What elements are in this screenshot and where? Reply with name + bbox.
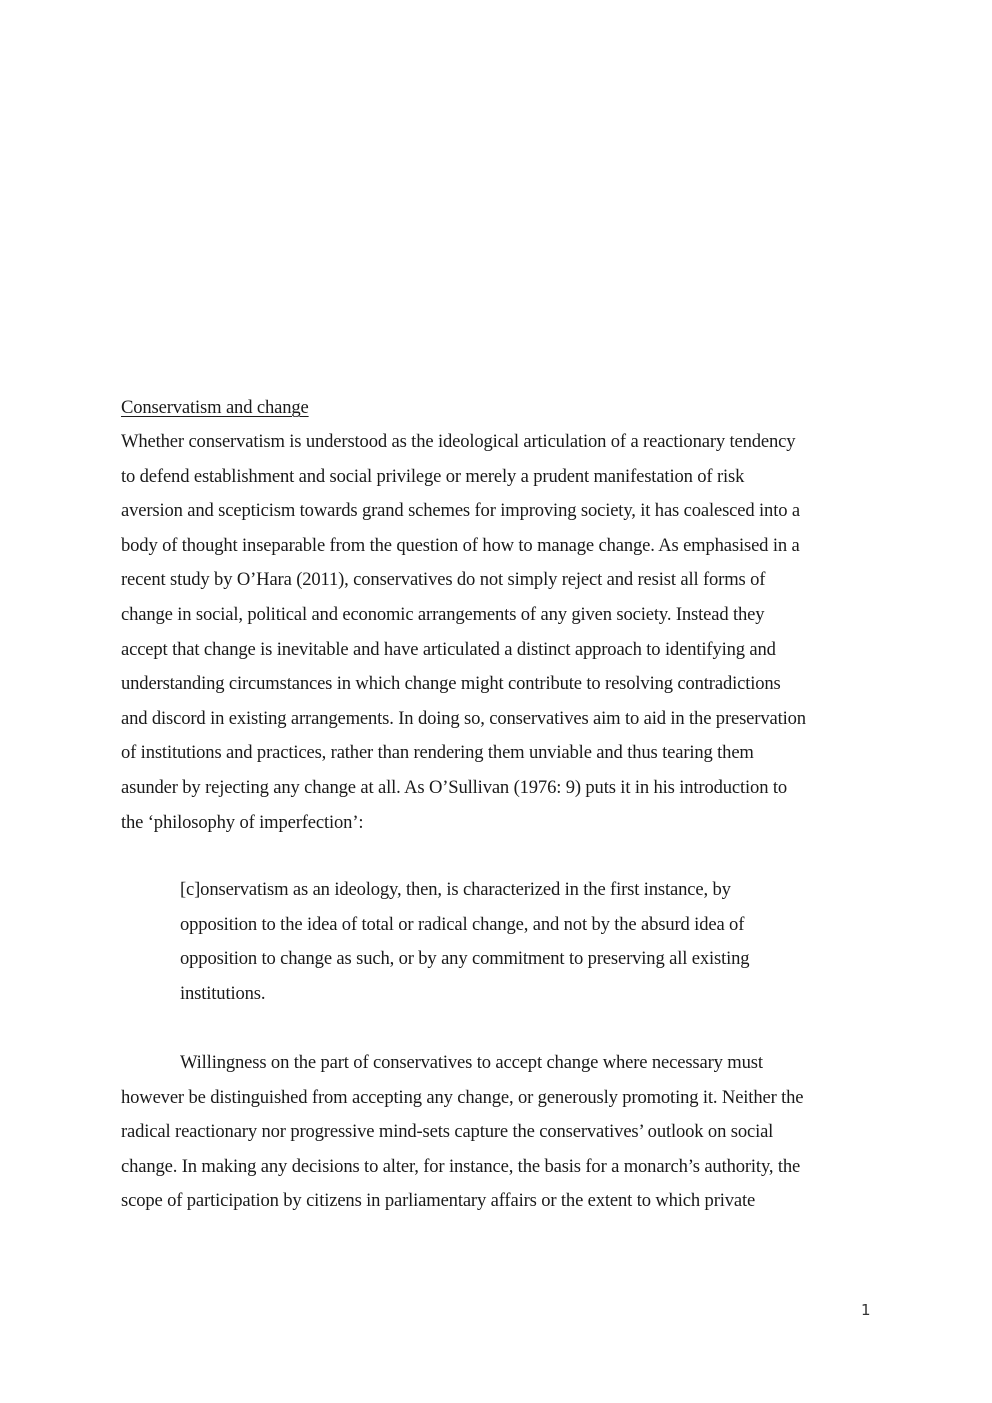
page-number: 1 — [861, 1301, 871, 1319]
text-line: to defend establishment and social privilege or merely a prudent manifestation of risk — [121, 465, 745, 487]
block-quote — [180, 872, 880, 1010]
text-line: radical reactionary nor progressive mind-sets capture the conservatives’ outlook on social — [121, 1121, 774, 1143]
text-line: the ‘philosophy of imperfection’: — [121, 811, 364, 833]
text-line: Willingness on the part of conservatives to accept change where necessary must — [180, 1052, 763, 1073]
text-line: change in social, political and economic arrangements of any given society. Instead they — [121, 603, 765, 625]
quote-line: institutions. — [180, 982, 266, 1004]
text-line: Whether conservatism is understood as the ideological articulation of a reactionary tendency — [121, 431, 796, 452]
text-line: of institutions and practices, rather than rendering them unviable and thus tearing them — [121, 742, 754, 764]
text-line: aversion and scepticism towards grand schemes for improving society, it has coalesced into a — [121, 500, 800, 522]
text-line: understanding circumstances in which change might contribute to resolving contradictions — [121, 673, 781, 695]
text-line: and discord in existing arrangements. In doing so, conservatives aim to aid in the preservation — [121, 707, 806, 729]
paragraph-1 — [121, 425, 881, 840]
text-line: recent study by O’Hara (2011), conservatives do not simply reject and resist all forms of — [121, 569, 766, 591]
quote-line: [c]onservatism as an ideology, then, is characterized in the first instance, by — [180, 879, 731, 900]
text-line: change. In making any decisions to alter, for instance, the basis for a monarch’s authority, the — [121, 1155, 801, 1177]
quote-line: opposition to the idea of total or radical change, and not by the absurd idea of — [180, 913, 745, 935]
text-line: scope of participation by citizens in parliamentary affairs or the extent to which private — [121, 1190, 756, 1212]
text-line: body of thought inseparable from the question of how to manage change. As emphasised in a — [121, 534, 800, 556]
paragraph-2 — [121, 1046, 881, 1219]
quote-line: opposition to change as such, or by any commitment to preserving all existing — [180, 948, 750, 970]
text-line: accept that change is inevitable and have articulated a distinct approach to identifying and — [121, 638, 776, 660]
text-line: however be distinguished from accepting any change, or generously promoting it. Neither the — [121, 1086, 804, 1108]
section-heading: Conservatism and change — [121, 397, 309, 418]
text-line: asunder by rejecting any change at all. As O’Sullivan (1976: 9) puts it in his introduction to — [121, 776, 787, 798]
